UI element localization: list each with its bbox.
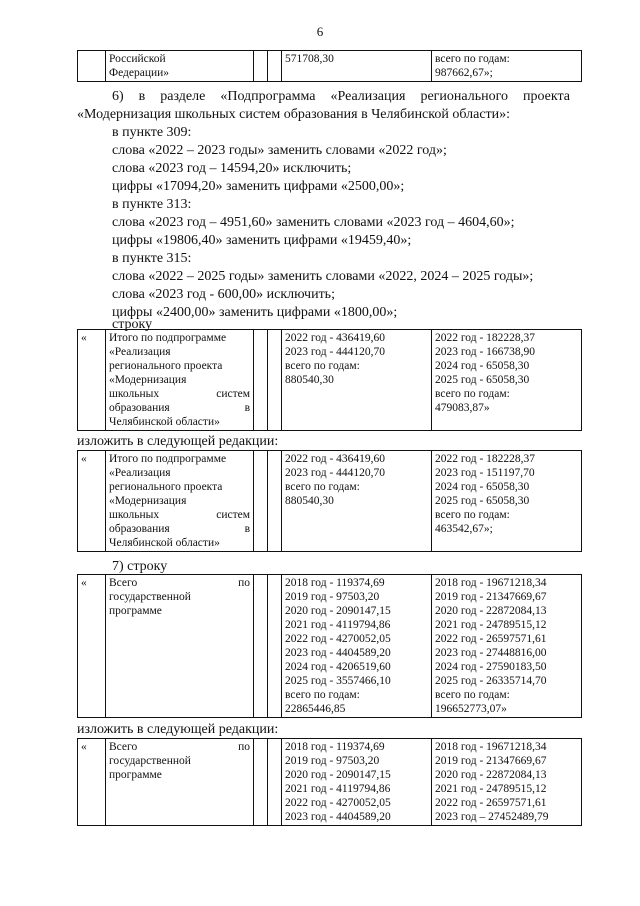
text-line: цифры «17094,20» заменить цифрами «2500,00»; bbox=[112, 179, 405, 194]
value-line: 2019 год - 21347669,67 bbox=[435, 591, 547, 603]
word: школьных bbox=[109, 509, 160, 521]
text-line: слова «2023 год – 4951,60» заменить словами «2023 год – 4604,60»; bbox=[112, 215, 515, 230]
text-line: слова «2023 год – 14594,20» исключить; bbox=[112, 161, 352, 176]
budget-cell bbox=[282, 330, 432, 431]
value-line: 2023 год - 444120,70 bbox=[285, 346, 386, 358]
text-line: «Модернизация школьных систем образования в Челябинской области»: bbox=[77, 107, 511, 122]
value-line: 2023 год - 151197,70 bbox=[435, 467, 535, 479]
text-line: слова «2022 – 2023 годы» заменить словами «2022 год»; bbox=[112, 143, 447, 158]
text-line: изложить в следующей редакции: bbox=[77, 434, 279, 449]
table-top-row bbox=[77, 50, 582, 82]
value-line: 2020 год - 2090147,15 bbox=[285, 605, 391, 617]
value-line: всего по годам: bbox=[285, 360, 360, 372]
value-line: 2023 год - 444120,70 bbox=[285, 467, 386, 479]
value-line: 2021 год - 24789515,12 bbox=[435, 783, 547, 795]
value-line: всего по годам: bbox=[435, 388, 510, 400]
word: по bbox=[238, 741, 250, 753]
value-line: 2021 год - 24789515,12 bbox=[435, 619, 547, 631]
value-line: 2025 год - 65058,30 bbox=[435, 495, 530, 507]
section-7-heading: 7) строку bbox=[112, 559, 168, 574]
name-line: Челябинской области» bbox=[109, 416, 220, 428]
value-line: всего по годам: bbox=[285, 689, 360, 701]
value-line: 2018 год - 19671218,34 bbox=[435, 741, 547, 753]
table-program-total-new bbox=[77, 738, 582, 826]
word: в bbox=[244, 402, 250, 414]
name-cell bbox=[106, 451, 254, 552]
empty-cell bbox=[268, 51, 282, 82]
value-line: 2020 год - 2090147,15 bbox=[285, 769, 391, 781]
empty-cell bbox=[268, 575, 282, 718]
value-line: 2023 год - 4404589,20 bbox=[285, 647, 391, 659]
name-line bbox=[109, 576, 250, 590]
name-line: «Реализация bbox=[109, 467, 171, 479]
value-line: 2019 год - 97503,20 bbox=[285, 591, 380, 603]
value-line: 196652773,07» bbox=[435, 703, 507, 715]
total-line: всего по годам: bbox=[435, 53, 510, 65]
value-line: 463542,67»; bbox=[435, 523, 493, 535]
name-line: государственной bbox=[109, 755, 191, 767]
total-line: 987662,67»; bbox=[435, 67, 493, 79]
empty-cell bbox=[268, 330, 282, 431]
name-line: Итого по подпрограмме bbox=[109, 332, 227, 344]
word: Всего bbox=[109, 741, 138, 753]
value-line: 2022 год - 4270052,05 bbox=[285, 633, 391, 645]
value-line: 880540,30 bbox=[285, 495, 334, 507]
budget-cell bbox=[282, 575, 432, 718]
empty-cell bbox=[268, 739, 282, 826]
empty-cell bbox=[254, 451, 268, 552]
text-line: цифры «19806,40» заменить цифрами «19459,40»; bbox=[112, 233, 412, 248]
word: в bbox=[244, 523, 250, 535]
value-line: 2023 год - 166738,90 bbox=[435, 346, 536, 358]
value-line: 2025 год - 26335714,70 bbox=[435, 675, 547, 687]
word: школьных bbox=[109, 388, 160, 400]
text-line: цифры «2400,00» заменить цифрами «1800,00»; bbox=[112, 305, 398, 320]
value-line: 2022 год - 26597571,61 bbox=[435, 633, 547, 645]
total-cell bbox=[432, 51, 582, 82]
value-line: всего по годам: bbox=[435, 689, 510, 701]
value-line: 2020 год - 22872084,13 bbox=[435, 605, 547, 617]
budget-cell: 571708,30 bbox=[282, 51, 432, 82]
name-line bbox=[109, 522, 250, 536]
name-line: «Реализация bbox=[109, 346, 171, 358]
total-cell bbox=[432, 451, 582, 552]
value-line: 2023 год - 4404589,20 bbox=[285, 811, 391, 823]
value-line: 2018 год - 119374,69 bbox=[285, 741, 385, 753]
page-number: 6 bbox=[316, 24, 324, 39]
word: по bbox=[238, 577, 250, 589]
total-cell bbox=[432, 575, 582, 718]
value-line: всего по годам: bbox=[285, 481, 360, 493]
empty-cell bbox=[254, 575, 268, 718]
word: Всего bbox=[109, 577, 138, 589]
value-line: 2025 год - 3557466,10 bbox=[285, 675, 391, 687]
value-line: 2020 год - 22872084,13 bbox=[435, 769, 547, 781]
value-line: 2022 год - 182228,37 bbox=[435, 453, 536, 465]
name-line: Федерации» bbox=[109, 67, 170, 79]
quote-cell: « bbox=[78, 330, 106, 431]
name-line bbox=[109, 508, 250, 522]
text-line: слова «2022 – 2025 годы» заменить словами «2022, 2024 – 2025 годы»; bbox=[112, 269, 534, 284]
name-cell bbox=[106, 51, 254, 82]
value-line: 2024 год - 27590183,50 bbox=[435, 661, 547, 673]
name-line: «Модернизация bbox=[109, 495, 187, 507]
name-cell bbox=[106, 330, 254, 431]
value-line: 2024 год - 4206519,60 bbox=[285, 661, 391, 673]
value-line: 479083,87» bbox=[435, 402, 490, 414]
empty-cell bbox=[254, 739, 268, 826]
table-program-total-old bbox=[77, 574, 582, 718]
text-line: изложить в следующей редакции: bbox=[77, 722, 279, 737]
empty-cell bbox=[268, 451, 282, 552]
name-line: Итого по подпрограмме bbox=[109, 453, 227, 465]
name-line: регионального проекта bbox=[109, 360, 223, 372]
text-line: строку bbox=[112, 317, 153, 332]
quote-cell: « bbox=[78, 451, 106, 552]
quote-cell: « bbox=[78, 575, 106, 718]
empty-cell bbox=[254, 51, 268, 82]
budget-cell bbox=[282, 451, 432, 552]
value-line: 2018 год - 119374,69 bbox=[285, 577, 385, 589]
name-cell bbox=[106, 575, 254, 718]
total-cell bbox=[432, 330, 582, 431]
value-line: 2022 год - 26597571,61 bbox=[435, 797, 547, 809]
quote-cell: « bbox=[78, 739, 106, 826]
name-line: государственной bbox=[109, 591, 191, 603]
value-line: 2023 год - 27448816,00 bbox=[435, 647, 547, 659]
value-line: 2025 год - 65058,30 bbox=[435, 374, 530, 386]
name-line: Челябинской области» bbox=[109, 537, 220, 549]
name-line: программе bbox=[109, 769, 162, 781]
total-cell bbox=[432, 739, 582, 826]
word: систем bbox=[216, 388, 250, 400]
value-line: 2018 год - 19671218,34 bbox=[435, 577, 547, 589]
word: образования bbox=[109, 523, 170, 535]
value-line: 2019 год - 21347669,67 bbox=[435, 755, 547, 767]
word: систем bbox=[216, 509, 250, 521]
name-cell bbox=[106, 739, 254, 826]
value-line: всего по годам: bbox=[435, 509, 510, 521]
section-6-heading: 6) в разделе «Подпрограмма «Реализация регионального проекта bbox=[112, 89, 570, 104]
empty-cell bbox=[254, 330, 268, 431]
name-line: программе bbox=[109, 605, 162, 617]
budget-cell bbox=[282, 739, 432, 826]
value-line: 2024 год - 65058,30 bbox=[435, 360, 530, 372]
table-subprogram-new bbox=[77, 450, 582, 552]
value-line: 2024 год - 65058,30 bbox=[435, 481, 530, 493]
name-line: «Модернизация bbox=[109, 374, 187, 386]
value-line: 22865446,85 bbox=[285, 703, 346, 715]
value-line: 2022 год - 4270052,05 bbox=[285, 797, 391, 809]
name-line bbox=[109, 401, 250, 415]
name-line: Российской bbox=[109, 53, 166, 65]
value-line: 2022 год - 182228,37 bbox=[435, 332, 536, 344]
word: образования bbox=[109, 402, 170, 414]
value-line: 2021 год - 4119794,86 bbox=[285, 619, 391, 631]
text-line: в пункте 309: bbox=[112, 125, 192, 140]
text-line: в пункте 313: bbox=[112, 197, 192, 212]
name-line bbox=[109, 740, 250, 754]
value-line: 880540,30 bbox=[285, 374, 334, 386]
value-line: 2022 год - 436419,60 bbox=[285, 332, 386, 344]
value-line: 2022 год - 436419,60 bbox=[285, 453, 386, 465]
name-line bbox=[109, 387, 250, 401]
text-line: слова «2023 год - 600,00» исключить; bbox=[112, 287, 335, 302]
text-line: в пункте 315: bbox=[112, 251, 192, 266]
value-line: 2023 год – 27452489,79 bbox=[435, 811, 549, 823]
value-line: 2019 год - 97503,20 bbox=[285, 755, 380, 767]
name-line: регионального проекта bbox=[109, 481, 223, 493]
table-subprogram-old bbox=[77, 329, 582, 431]
value-line: 2021 год - 4119794,86 bbox=[285, 783, 391, 795]
quote-cell bbox=[78, 51, 106, 82]
